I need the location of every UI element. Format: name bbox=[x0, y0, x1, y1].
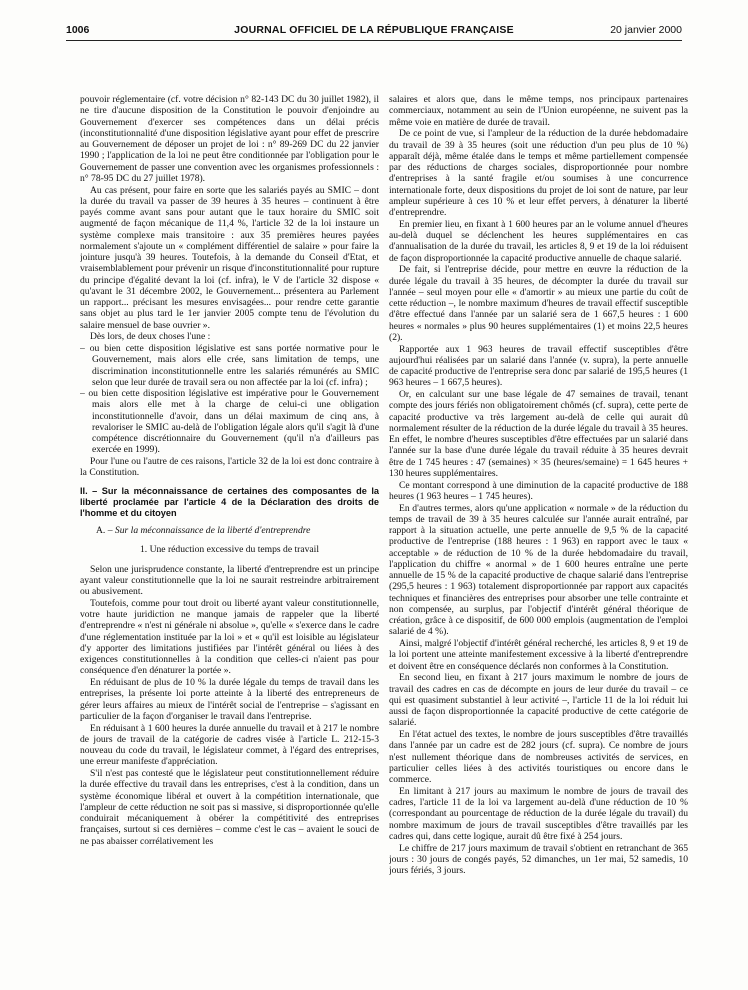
paragraph: En second lieu, en fixant à 217 jours maximum le nombre de jours de travail des cadres en cas de décompte en jours de leur durée du travail – ce qui est quasiment substantiel à leur activité –, l'article 11 de la loi réduit lui aussi de façon disproportionnée la capacité productive de cette catégorie de salarié. bbox=[389, 672, 688, 729]
page-header bbox=[66, 18, 682, 40]
paragraph: Au cas présent, pour faire en sorte que les salariés payés au SMIC – dont la durée du travail va passer de 39 heures à 35 heures – continuent à être payés comme avant sans pour autant que le taux horaire du SMIC soit augmenté de façon mécanique de 11,4 %, l'article 32 de la loi instaure un système complexe mais transitoire : aux 35 premières heures payées normalement s'ajoute un « complément différentiel de salaire » pour faire la jointure jusqu'à 39 heures. Toutefois, à la demande du Conseil d'Etat, et vraisemblablement pour prévenir un risque d'inconstitutionnalité pour rupture du principe d'égalité devant la loi (cf. infra), le V de l'article 32 dispose « qu'avant le 31 décembre 2002, le Gouvernement... présentera au Parlement un rapport... précisant les mesures envisagées... pour rendre cette garantie sans objet au plus tard le 1er janvier 2005 compte tenu de l'évolution du salaire mensuel de base ouvrier ». bbox=[80, 184, 379, 331]
paragraph: Ainsi, malgré l'objectif d'intérêt général recherché, les articles 8, 9 et 19 de la loi portent une atteinte manifestement excessive à la liberté d'entreprendre et doivent être en conséquence déclarés non conformes à la Constitution. bbox=[389, 638, 688, 672]
paragraph: Dès lors, de deux choses l'une : bbox=[90, 331, 211, 343]
list-item: – ou bien cette disposition législative est impérative pour le Gouvernement mais alors elle met à la charge de celui-ci une obligation inconstitutionnelle d'avoir, dans un délai maximum de cinq ans, à revaloriser le SMIC au-delà de l'obligation légale alors qu'il s'agit là d'une compétence discrétionnaire du Gouvernement (qu'il n'a d'ailleurs pas exercée en 1999). bbox=[80, 388, 379, 456]
paragraph: En premier lieu, en fixant à 1 600 heures par an le volume annuel d'heures au-delà duquel se déclenchent les heures supplémentaires en cas d'annualisation de la durée du travail, les articles 8, 9 et 19 de la loi réduisent de façon disproportionnée la capacité productive annuelle de chaque salarié. bbox=[389, 218, 688, 264]
paragraph: En réduisant de plus de 10 % la durée légale du temps de travail dans les entreprises, la présente loi porte atteinte à la liberté des entrepreneurs de gérer leurs affaires au mieux de l'intérêt social de l'entreprise – s'agissant en particulier de la façon d'organiser le travail dans l'entreprise. bbox=[80, 677, 379, 722]
paragraph: Or, en calculant sur une base légale de 47 semaines de travail, tenant compte des jours fériés non obligatoirement chômés (cf. supra), cette perte de capacité productive va très largement au-delà de celle qui aurait dû normalement résulter de la réduction de la durée légale du travail à 35 heures. En effet, le nombre d'heures susceptibles d'être effectuées par un salarié dans l'année sur la base d'une durée légale du travail réduite à 35 heures devrait être de 1 745 heures : 47 (semaines) × 35 (heures/semaine) = 1 645 heures + 130 heures supplémentaires. bbox=[389, 389, 688, 479]
header-rule bbox=[66, 40, 682, 41]
paragraph: pouvoir réglementaire (cf. votre décision n° 82-143 DC du 30 juillet 1982), il ne tire d'aucune disposition de la Constitution le pouvoir d'enjoindre au Gouvernement d'exercer ses compétences dans un délai précis (inconstitutionnalité d'une disposition législative ayant pour effet de prescrire au Gouvernement de déposer un projet de loi : n° 89-269 DC du 22 janvier 1990 ; l'application de la loi ne peut être conditionnée par l'obligation pour le Gouvernement de passer une convention avec les organismes professionnels : n° 78-95 DC du 27 juillet 1978). bbox=[80, 94, 379, 184]
section-heading: II. – Sur la méconnaissance de certaines des composantes de la liberté proclamée par l'article 4 de la Déclaration des droits de l'homme et du citoyen bbox=[80, 486, 379, 518]
paragraph: En réduisant à 1 600 heures la durée annuelle du travail et à 217 le nombre de jours de travail de la catégorie de cadres visée à l'article L. 212-15-3 nouveau du code du travail, le législateur commet, à l'égard des entreprises, une erreur manifeste d'appréciation. bbox=[80, 722, 379, 768]
list-item: – ou bien cette disposition législative est sans portée normative pour le Gouvernement, mais alors elle crée, sans limitation de temps, une discrimination inconstitutionnelle entre les salariés rémunérés au SMIC selon que leur durée de travail sera ou non affectée par la loi (cf. infra) ; bbox=[80, 343, 379, 388]
paragraph: Pour l'une ou l'autre de ces raisons, l'article 32 de la loi est donc contraire à la Constitution. bbox=[80, 455, 379, 478]
paragraph: Rapportée aux 1 963 heures de travail effectif susceptibles d'être aujourd'hui réalisées par un salarié dans l'année (v. supra), la perte annuelle de capacité productive de l'entreprise sera donc par salarié de 195,5 heures (1 963 heures – 1 667,5 heures). bbox=[389, 343, 688, 389]
subsection-title: Sur la méconnaissance de la liberté d'entreprendre bbox=[114, 525, 311, 536]
right-column bbox=[389, 94, 688, 986]
paragraph: Selon une jurisprudence constante, la liberté d'entreprendre est un principe ayant valeur constitutionnelle que la loi ne saurait restreindre arbitrairement ou abusivement. bbox=[80, 563, 379, 597]
subsubsection-heading: 1. Une réduction excessive du temps de travail bbox=[139, 544, 320, 556]
paragraph: En l'état actuel des textes, le nombre de jours susceptibles d'être travaillés dans l'année par un cadre est de 282 jours (cf. supra). Ce nombre de jours n'est nullement théorique dans de nombreuses activités de services, en particulier celles liées à des activités touristiques ou encore dans le commerce. bbox=[389, 729, 688, 785]
paragraph: salaires et alors que, dans le même temps, nos principaux partenaires commerciaux, notamment au sein de l'Union européenne, ne suivent pas la même voie en matière de durée de travail. bbox=[389, 94, 688, 128]
left-column bbox=[80, 94, 379, 986]
publication-date: 20 janvier 2000 bbox=[610, 24, 682, 36]
paragraph: De ce point de vue, si l'ampleur de la réduction de la durée hebdomadaire du travail de 39 à 35 heures (soit une réduction d'un peu plus de 10 %) apparaît déjà, même étalée dans le temps et même partiellement compensée par des réductions de charges sociales, disproportionnée pour nombre d'entreprises à la santé fragile et/ou soumises à une concurrence internationale forte, deux dispositions du projet de loi sont de nature, par leur ampleur supérieure à ces 10 % et leur effet pervers, à dénaturer la liberté d'entreprendre. bbox=[389, 128, 688, 218]
paragraph: En d'autres termes, alors qu'une application « normale » de la réduction du temps de travail de 39 à 35 heures calculée sur l'année aurait entraîné, par rapport à la situation actuelle, une perte annuelle de 9,5 % de la capacité productive de l'entreprise (188 heures : 1 963) en rapport avec le taux « acceptable » de réduction de 10 % de la durée hebdomadaire du travail, l'application du chiffre « anormal » de 1 600 heures entraîne une perte annuelle de 15 % de la capacité productive de chaque salarié dans l'entreprise (295,5 heures : 1 963) totalement disproportionnée par rapport aux capacités techniques et financières des entreprises pour absorber une telle contrainte et non compensée, au surplus, par l'objectif d'intérêt général théorique de création, grâce à ce dispositif, de 600 000 emplois (augmentation de l'emploi salarié de 4 %). bbox=[389, 502, 688, 638]
paragraph: De fait, si l'entreprise décide, pour mettre en œuvre la réduction de la durée légale du travail à 35 heures, de décompter la durée du travail sur l'année – seul moyen pour elle « d'amortir » au mieux une partie du coût de cette réduction –, le nombre maximum d'heures de travail effectif susceptible d'être effectué dans l'année par un salarié sera de 1 667,5 heures : 1 600 heures « normales » plus 90 heures supplémentaires (1) et moins 22,5 heures (2). bbox=[389, 264, 688, 343]
paragraph: S'il n'est pas contesté que le législateur peut constitutionnellement réduire la durée effective du travail dans les entreprises, c'est à la condition, dans un système économique libéral et ouvert à la compétition internationale, que l'ampleur de cette réduction ne soit pas si massive, si disproportionnée qu'elle conduirait mécaniquement à obérer la compétitivité des entreprises françaises, surtout si ces dernières – comme c'est le cas – avaient le souci de ne pas abaisser corrélativement les bbox=[80, 768, 379, 847]
subsection-heading bbox=[80, 525, 379, 536]
paragraph: Toutefois, comme pour tout droit ou liberté ayant valeur constitutionnelle, votre haute juridiction ne manque jamais de rappeler que la liberté d'entreprendre « n'est ni générale ni absolue », qu'elle « s'exerce dans le cadre d'une réglementation instituée par la loi » et « qu'il est loisible au législateur d'y apporter des limitations justifiées par l'intérêt général ou liées à des exigences constitutionnelles à la condition que celles-ci n'aient pas pour conséquence d'en dénaturer la portée ». bbox=[80, 597, 379, 677]
paragraph: Le chiffre de 217 jours maximum de travail s'obtient en retranchant de 365 jours : 30 jours de congés payés, 52 dimanches, un 1er mai, 52 samedis, 10 jours fériés, 3 jours. bbox=[389, 842, 688, 876]
subsection-prefix: A. – bbox=[96, 525, 115, 536]
paragraph: Ce montant correspond à une diminution de la capacité productive de 188 heures (1 963 heures – 1 745 heures). bbox=[389, 479, 688, 502]
paragraph: En limitant à 217 jours au maximum le nombre de jours de travail des cadres, l'article 11 de la loi va largement au-delà d'une réduction de 10 % (correspondant au pourcentage de réduction de la durée légale du travail) du nombre maximum de jours de travail susceptibles d'être travaillés par les cadres qui, dans cette logique, aurait dû être fixé à 254 jours. bbox=[389, 785, 688, 842]
journal-title: JOURNAL OFFICIEL DE LA RÉPUBLIQUE FRANÇAISE bbox=[234, 24, 514, 36]
page-number: 1006 bbox=[66, 24, 90, 36]
